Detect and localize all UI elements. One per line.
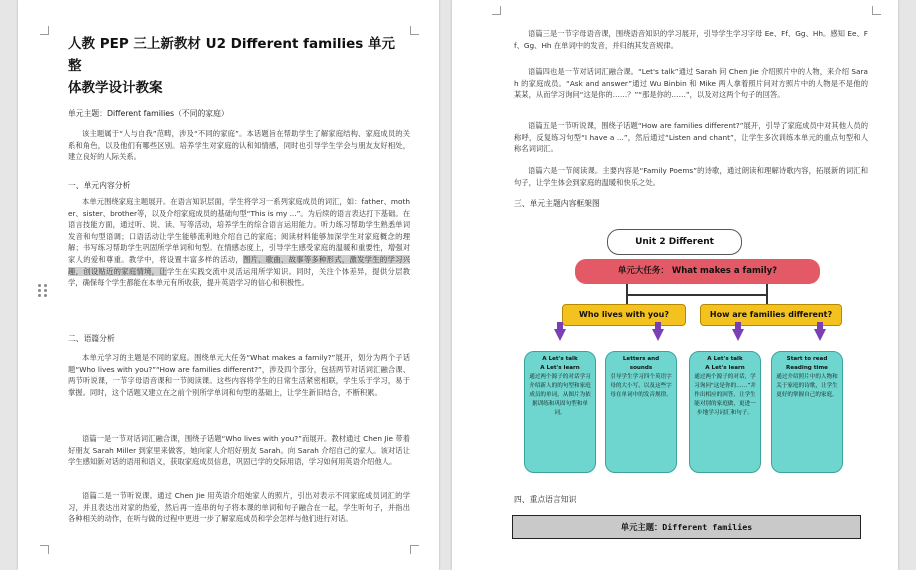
document-page-right [452, 0, 898, 570]
card-title: Start to read [786, 356, 828, 362]
intro-paragraph: 该主题属于“人与自我”范畴，涉及“不同的家庭”。本话题旨在帮助学生了解家庭结构、家庭成员的关系和角色，以及他们有哪些区别。培养学生对家庭的认和知情感，同时也引导学生学会与朋友友好相处，建立良好的人际关系。 [68, 129, 410, 162]
unit-topic-banner: 单元主题：Different families [512, 515, 861, 539]
paragraph-text: 学生在实践交流中灵活运用所学知识。同时，关注个体差异，提供分层教学，确保每个学生都能在本单元有所收获，提升英语学习的信心和积极性。 [68, 266, 410, 288]
subtopic-who-lives-with-you: Who lives with you? [562, 304, 686, 326]
section-heading: 二、语篇分析 [68, 334, 115, 343]
card-body: 通过介绍照片中的人物和关于家庭的诗歌，让学生更好的掌握自己的家庭。 [776, 374, 838, 398]
card-title: A Let's talk [542, 356, 578, 362]
card-body: 通过两个源子的对话学习介绍新人的的句型和家庭成员的单词，从图片为依据训练和巩固句型和单词。 [529, 374, 591, 416]
card-subtitle: A Let's learn [705, 365, 745, 371]
connector-line [626, 284, 628, 294]
card-subtitle: Reading time [786, 365, 828, 371]
connector-line [766, 284, 768, 294]
unit-framework-diagram [522, 224, 882, 474]
discourse-paragraph-1: 本单元学习的主题是不同的家庭。围绕单元大任务“What makes a family?”展开，划分为两个子话题“Who lives with you?”“How are families different?”，涉及四个部分，包括两节对话词汇融合课、两节听说课，一节字母语音课和一节阅读课。这些内容将学生的日常生活紧密相联，学生乐于学习，易于掌握。同时，这个话题又建立在之前个别所学单词和句型的基础上，让学生新旧结合，不断积累。 [68, 353, 410, 397]
connector-line [626, 294, 628, 304]
diagram-main-task: 单元大任务： What makes a family? [575, 259, 820, 284]
discourse-paragraph-2: 语篇一是一节对话词汇融合课，围绕子话题“Who lives with you?”而展开。教材通过 Chen Jie 带着好朋友 Sarah Miller 到家里来做客，她向家人介绍好朋友 Sarah。向 Sarah 介绍自己的家人。该对话让学生感知新对话的语用和语义，获取家庭成员信息，巩固已学的交际用语，学习如何用英语介绍他人。 [68, 434, 410, 467]
page-corner-mark [872, 6, 881, 15]
down-arrow-icon [652, 329, 664, 341]
card-subtitle: A Let's learn [540, 365, 580, 371]
discourse-paragraph-7: 语篇六是一节阅读课。主要内容是“Family Poems”的诗歌，通过朗读和理解诗歌内容，拓展新的词汇和句子，让学生体会到家庭的温暖和快乐之处。 [514, 166, 868, 187]
card-title: A Let's talk [707, 356, 743, 362]
section-heading: 四、重点语言知识 [514, 495, 577, 504]
document-page-left [18, 0, 439, 570]
card-body: 引导学生学习四个英语字母的大小写，以及这些字母在单词中的发音规律。 [610, 374, 672, 398]
page-corner-mark [410, 545, 419, 554]
title-line-2: 体教学设计教案 [68, 80, 163, 96]
block-drag-handle-icon[interactable] [38, 284, 48, 302]
lesson-card [689, 351, 761, 473]
discourse-paragraph-3: 语篇二是一节听说课。通过 Chen Jie 用英语介绍她家人的照片，引出对表示不同家庭成员词汇的学习，并且表达出对家的热爱，然后再一连串的句子将本课的单词和句子融合在一起，学生听句子，并指出各种相关的动作，在听与做的过程中更进一步了解家庭成员和学会怎样与他们进行对话。 [68, 491, 410, 524]
content-analysis-paragraph [68, 196, 410, 289]
down-arrow-icon [732, 329, 744, 341]
unit-topic-line: 单元主题：Different families（不同的家庭） [68, 109, 229, 118]
discourse-paragraph-6: 语篇五是一节听说课，围绕子话题“How are families different?”展开，引导了家庭成员中对其他人员的称呼，反复练习句型“I have a ...”，然后通过“Listen and chant”，让学生多次训练本单元的重点句型和人称名词词汇。 [514, 121, 868, 154]
down-arrow-icon [814, 329, 826, 341]
lesson-card [524, 351, 596, 473]
discourse-paragraph-5: 语篇四也是一节对话词汇融合课。“Let's talk”通过 Sarah 问 Chen Jie 介绍照片中的人物，来介绍 Sarah 的家庭成员。“Ask and answer”通过 Wu Binbin 和 Mike 两人拿着照片问对方照片中的人物是不是他的某某，从而学习询问“这是你的……？”“那是你的……”，以及对这两个句子的回答。 [514, 67, 868, 100]
section-heading: 一、单元内容分析 [68, 181, 131, 190]
paragraph-text: 本单元围绕家庭主题展开。在语言知识层面，学生将学习一系列家庭成员的词汇，如：father、mother、sister、brother等，以及介绍家庭成员的基础句型“This is my ...”。为后续的语言表达打下基础。在语言技能方面，通过听、说、读、写等活动，培养学生的综合语言运用能力。听力练习帮助学生熟悉单词发音和句型语调；口语活动让学生能够流利地介绍自己的家庭；阅读材料能够加深学生对家庭概念的理解；书写练习帮助学生巩固所学单词和句型。在情感态度上，引导学生感受家庭的温暖和重要性，增强对家人的爱和尊重。教学中，将设置丰富多样的活动， [68, 197, 410, 264]
document-title [68, 33, 408, 99]
connector-line [626, 294, 768, 296]
lesson-card [605, 351, 677, 473]
card-title: Letters and [622, 356, 660, 362]
down-arrow-icon [554, 329, 566, 341]
title-line-1: 人教 PEP 三上新教材 U2 Different families 单元整 [68, 36, 395, 74]
page-corner-mark [40, 545, 49, 554]
connector-line [766, 294, 768, 304]
card-subtitle: sounds [629, 365, 653, 371]
page-corner-mark [410, 26, 419, 35]
discourse-paragraph-4: 语篇三是一节字母语音课，围绕语音知识的学习展开，引导学生学习字母 Ee、Ff、Gg、Hh。感知 Ee、Ff、Gg、Hh 在单词中的发音，并归纳其发音规律。 [514, 29, 868, 50]
section-heading: 三、单元主题内容框架图 [514, 199, 600, 208]
page-corner-mark [492, 6, 501, 15]
diagram-title: Unit 2 Different [607, 229, 742, 255]
highlighted-text[interactable]: 图片、歌曲、故事等多种形式，激发学生的学习兴趣，创设贴近的家庭情境，让 [68, 254, 411, 276]
page-corner-mark [40, 26, 49, 35]
lesson-card [771, 351, 843, 473]
subtopic-how-families-different: How are families different? [700, 304, 842, 326]
card-body: 通过两个源子的对话，学习询问“这是你的……”并作出相应的回答，让学生能对别的家庭做，更进一步地学习词汇和句子。 [694, 374, 756, 416]
